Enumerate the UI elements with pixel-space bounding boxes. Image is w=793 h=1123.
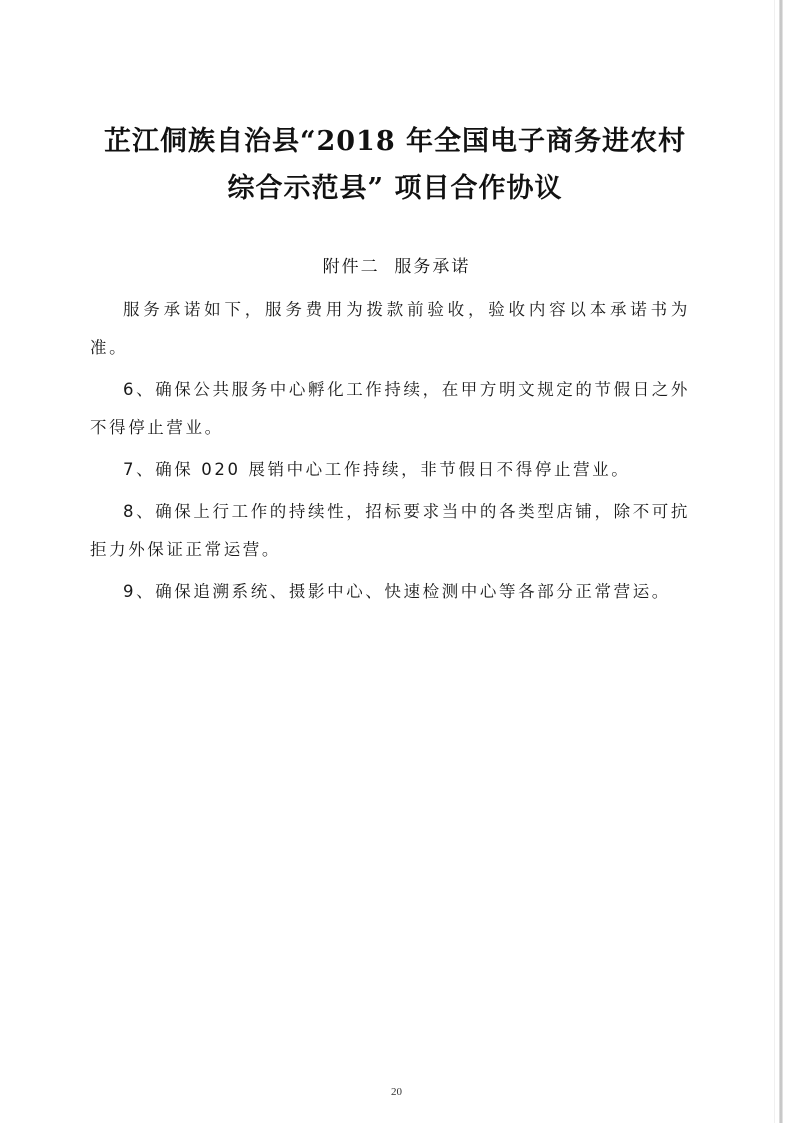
- document-title: [70, 118, 720, 212]
- document-body: [90, 291, 690, 615]
- title-line-1: 芷江侗族自治县“2018 年全国电子商务进农村: [103, 126, 687, 157]
- document-subtitle: 附件二 服务承诺: [322, 257, 471, 277]
- paragraph-item-9: 9、确保追溯系统、摄影中心、快速检测中心等各部分正常营运。: [123, 582, 671, 601]
- page-number: 20: [391, 1086, 402, 1098]
- title-line-2: 综合示范县” 项目合作协议: [227, 173, 563, 204]
- paragraph-item-8: 8、确保上行工作的持续性，招标要求当中的各类型店铺，除不可抗拒力外保证正常运营。: [90, 502, 690, 559]
- paragraph-intro: 服务承诺如下，服务费用为拨款前验收，验收内容以本承诺书为准。: [90, 300, 690, 357]
- scan-edge-shadow: [774, 0, 775, 1123]
- paragraph-item-7: 7、确保 020 展销中心工作持续，非节假日不得停止营业。: [123, 460, 631, 479]
- paragraph-item-6: 6、确保公共服务中心孵化工作持续，在甲方明文规定的节假日之外不得停止营业。: [90, 380, 690, 437]
- scan-edge: [779, 0, 783, 1123]
